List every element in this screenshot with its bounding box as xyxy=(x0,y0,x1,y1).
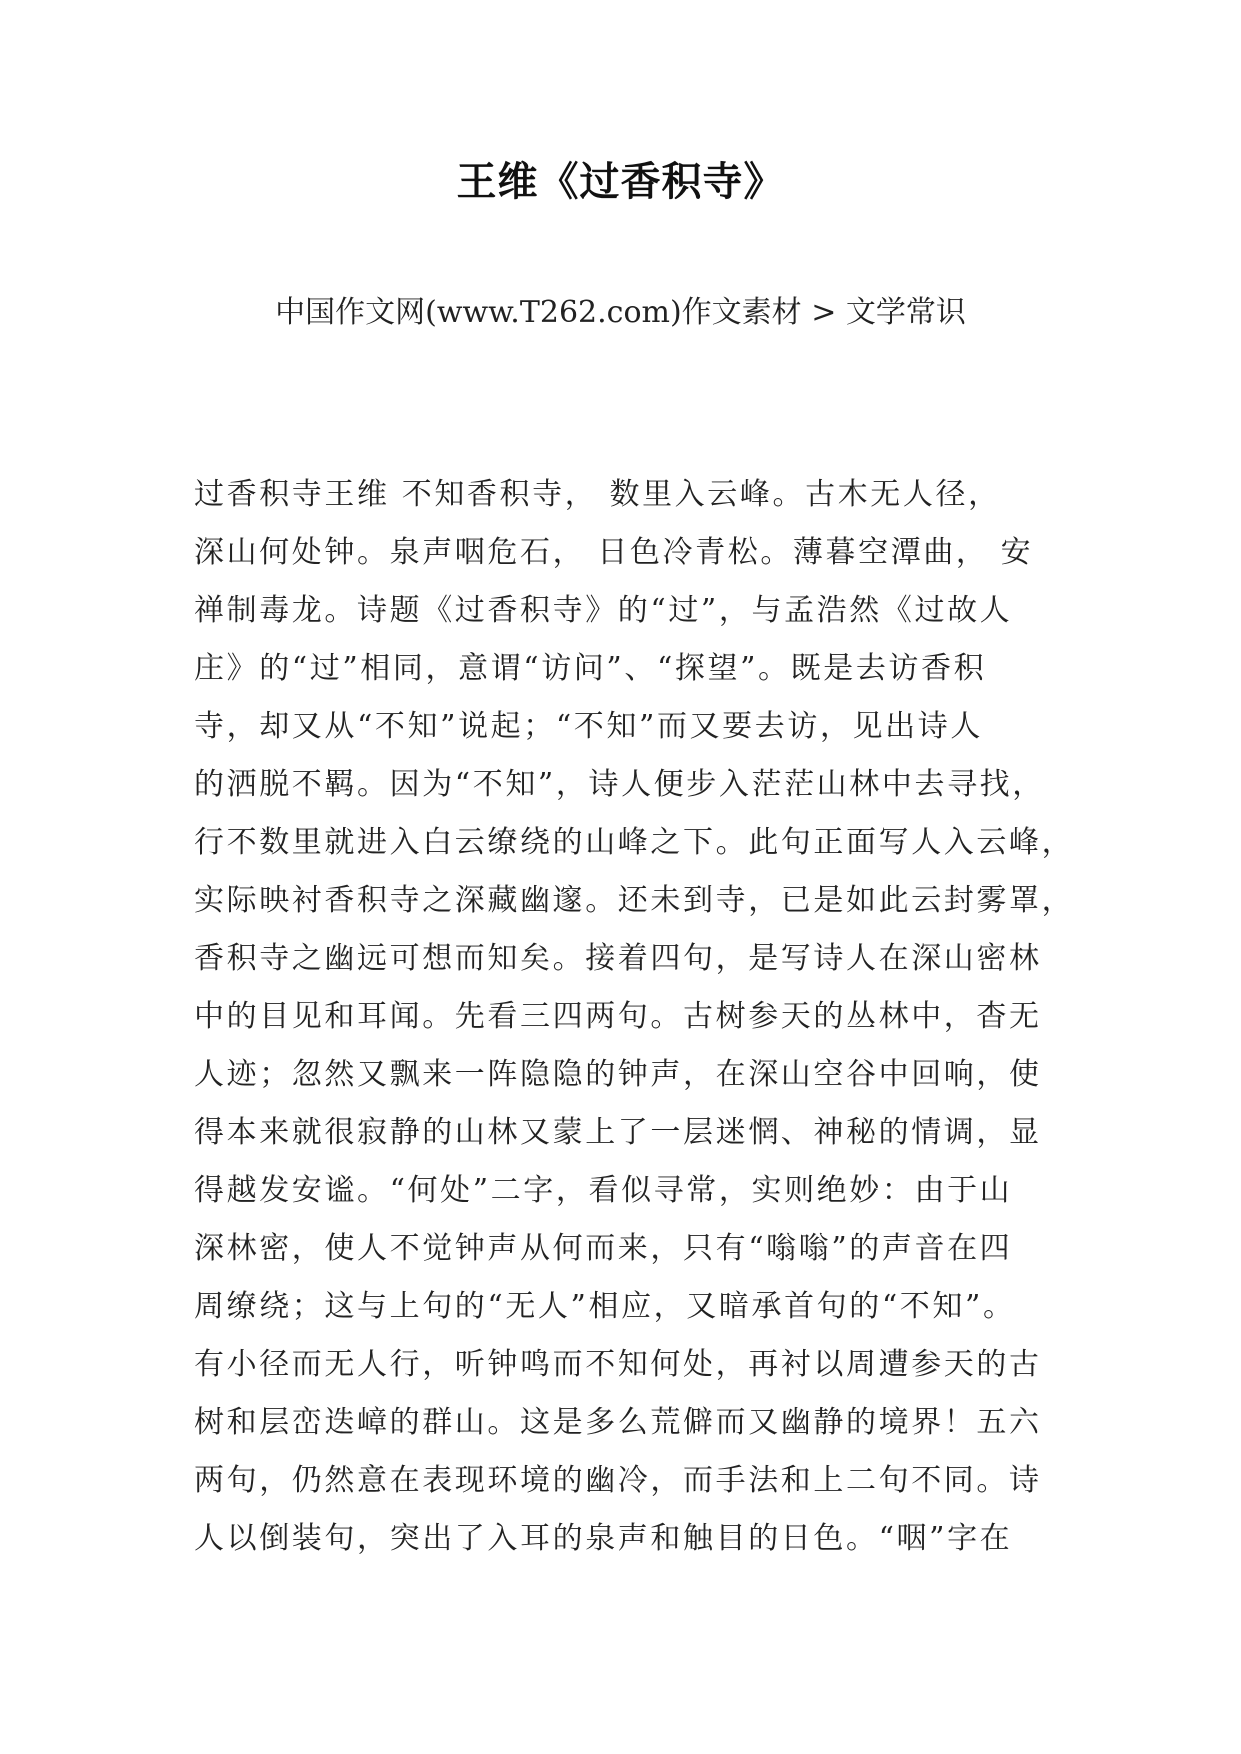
article-line: 树和层峦迭嶂的群山。这是多么荒僻而又幽静的境界！五六 xyxy=(194,1405,1042,1440)
article-line: 有小径而无人行，听钟鸣而不知何处，再衬以周遭参天的古 xyxy=(194,1347,1042,1382)
article-line: 深林密，使人不觉钟声从何而来，只有“嗡嗡”的声音在四 xyxy=(194,1231,1013,1266)
page-title: 王维《过香积寺》 xyxy=(456,159,785,205)
breadcrumb: 中国作文网(www.T262.com)作文素材 > 文学常识 xyxy=(275,295,966,330)
article-line: 两句，仍然意在表现环境的幽冷，而手法和上二句不同。诗 xyxy=(194,1463,1042,1498)
article-line: 实际映衬香积寺之深藏幽邃。还未到寺，已是如此云封雾罩， xyxy=(194,883,1075,918)
article-line: 过香积寺王维 不知香积寺， 数里入云峰。古木无人径， xyxy=(194,477,1001,512)
article-line: 深山何处钟。泉声咽危石， 日色冷青松。薄暮空潭曲， 安 xyxy=(194,535,1034,570)
article-line: 中的目见和耳闻。先看三四两句。古树参天的丛林中，杳无 xyxy=(194,999,1042,1034)
article-line: 庄》的“过”相同，意谓“访问”、“探望”。既是去访香积 xyxy=(194,651,987,686)
article-line: 禅制毒龙。诗题《过香积寺》的“过”，与孟浩然《过故人 xyxy=(194,593,1013,628)
article-line: 行不数里就进入白云缭绕的山峰之下。此句正面写人入云峰， xyxy=(194,825,1075,860)
article-line: 得越发安谧。“何处”二字，看似寻常，实则绝妙：由于山 xyxy=(194,1173,1013,1208)
article-line: 人以倒装句，突出了入耳的泉声和触目的日色。“咽”字在 xyxy=(194,1521,1013,1556)
article-line: 香积寺之幽远可想而知矣。接着四句，是写诗人在深山密林 xyxy=(194,941,1042,976)
article-line: 的洒脱不羁。因为“不知”，诗人便步入茫茫山林中去寻找， xyxy=(194,767,1045,802)
article-body xyxy=(194,466,1075,1568)
article-line: 得本来就很寂静的山林又蒙上了一层迷惘、神秘的情调，显 xyxy=(194,1115,1042,1150)
article-line: 周缭绕；这与上句的“无人”相应，又暗承首句的“不知”。 xyxy=(194,1289,1016,1324)
article-line: 人迹；忽然又飘来一阵隐隐的钟声，在深山空谷中回响，使 xyxy=(194,1057,1042,1092)
article-line: 寺，却又从“不知”说起；“不知”而又要去访，见出诗人 xyxy=(194,709,983,744)
